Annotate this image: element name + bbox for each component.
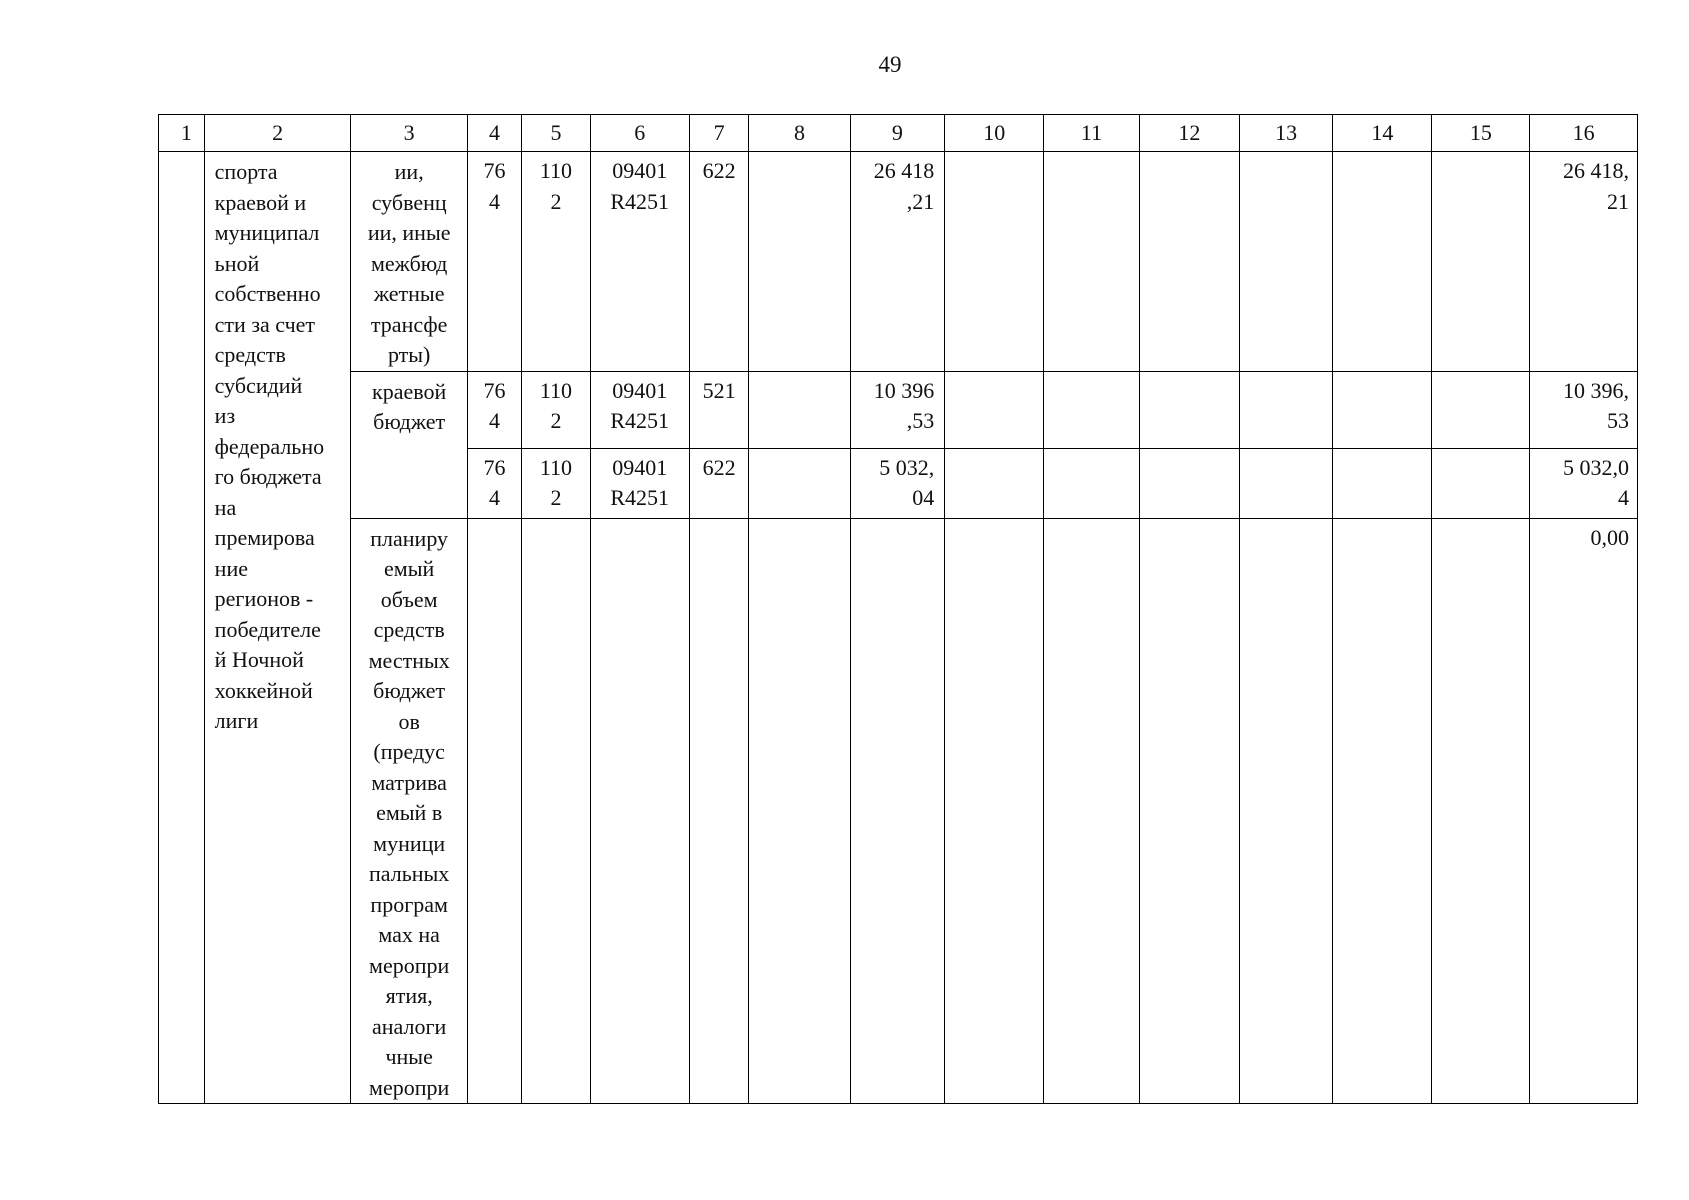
header-cell-12: 12 [1139, 115, 1239, 152]
amount-col10-cell [945, 448, 1044, 518]
code-col6-cell: 09401 R4251 [590, 371, 689, 448]
amount-col12-cell [1139, 371, 1239, 448]
amount-col15-cell [1432, 448, 1530, 518]
code-col7-cell: 622 [689, 152, 749, 372]
amount-col12-cell [1139, 518, 1239, 1104]
amount-col16-cell: 5 032,0 4 [1530, 448, 1638, 518]
amount-col15-cell [1432, 152, 1530, 372]
amount-col9-cell: 10 396 ,53 [850, 371, 945, 448]
amount-col13-cell [1239, 152, 1333, 372]
amount-col15-cell [1432, 371, 1530, 448]
header-cell-5: 5 [522, 115, 591, 152]
table-row [159, 371, 1638, 448]
amount-col12-cell [1139, 152, 1239, 372]
table-row [159, 518, 1638, 1104]
header-cell-11: 11 [1044, 115, 1140, 152]
amount-col11-cell [1044, 448, 1140, 518]
code-col5-cell: 110 2 [522, 152, 591, 372]
header-cell-2: 2 [204, 115, 351, 152]
code-col7-cell: 521 [689, 371, 749, 448]
code-col4-cell [467, 518, 521, 1104]
funding-source-cell: краевой бюджет [351, 371, 467, 518]
code-col8-cell [749, 448, 850, 518]
code-col6-cell: 09401 R4251 [590, 152, 689, 372]
amount-col11-cell [1044, 152, 1140, 372]
amount-col9-cell [850, 518, 945, 1104]
header-cell-16: 16 [1530, 115, 1638, 152]
header-cell-13: 13 [1239, 115, 1333, 152]
table-row [159, 152, 1638, 372]
amount-col10-cell [945, 152, 1044, 372]
amount-col15-cell [1432, 518, 1530, 1104]
header-cell-1: 1 [159, 115, 205, 152]
header-cell-6: 6 [590, 115, 689, 152]
amount-col11-cell [1044, 518, 1140, 1104]
amount-col10-cell [945, 371, 1044, 448]
amount-col9-cell: 26 418 ,21 [850, 152, 945, 372]
amount-col16-cell: 0,00 [1530, 518, 1638, 1104]
amount-col14-cell [1333, 518, 1432, 1104]
header-cell-7: 7 [689, 115, 749, 152]
page-number: 49 [878, 52, 902, 77]
code-col8-cell [749, 152, 850, 372]
header-cell-8: 8 [749, 115, 850, 152]
code-col4-cell: 76 4 [467, 448, 521, 518]
code-col5-cell [522, 518, 591, 1104]
code-col6-cell: 09401 R4251 [590, 448, 689, 518]
row-number-cell [159, 152, 205, 1104]
header-row [159, 115, 1638, 152]
amount-col13-cell [1239, 518, 1333, 1104]
amount-col13-cell [1239, 371, 1333, 448]
code-col8-cell [749, 371, 850, 448]
amount-col12-cell [1139, 448, 1239, 518]
header-cell-4: 4 [467, 115, 521, 152]
amount-col14-cell [1333, 371, 1432, 448]
funding-source-cell: планиру емый объем средств местных бюджет ов (предус матрива емый в муници пальных програм мах на меропри ятия, аналоги чные меропри [351, 518, 467, 1104]
amount-col10-cell [945, 518, 1044, 1104]
amount-col9-cell: 5 032, 04 [850, 448, 945, 518]
header-cell-14: 14 [1333, 115, 1432, 152]
code-col4-cell: 76 4 [467, 152, 521, 372]
code-col5-cell: 110 2 [522, 371, 591, 448]
amount-col16-cell: 26 418, 21 [1530, 152, 1638, 372]
code-col5-cell: 110 2 [522, 448, 591, 518]
code-col7-cell [689, 518, 749, 1104]
header-cell-15: 15 [1432, 115, 1530, 152]
code-col8-cell [749, 518, 850, 1104]
funding-source-cell: ии, субвенц ии, иные межбюд жетные трансфе рты) [351, 152, 467, 372]
header-cell-3: 3 [351, 115, 467, 152]
amount-col13-cell [1239, 448, 1333, 518]
item-name-cell: спорта краевой и муниципал ьной собственно сти за счет средств субсидий из федерально го бюджета на премирова ние регионов - победителе й Ночной хоккейной лиги [204, 152, 351, 1104]
amount-col11-cell [1044, 371, 1140, 448]
code-col6-cell [590, 518, 689, 1104]
amount-col16-cell: 10 396, 53 [1530, 371, 1638, 448]
amount-col14-cell [1333, 152, 1432, 372]
header-cell-9: 9 [850, 115, 945, 152]
code-col7-cell: 622 [689, 448, 749, 518]
budget-table [158, 114, 1638, 1104]
amount-col14-cell [1333, 448, 1432, 518]
code-col4-cell: 76 4 [467, 371, 521, 448]
header-cell-10: 10 [945, 115, 1044, 152]
